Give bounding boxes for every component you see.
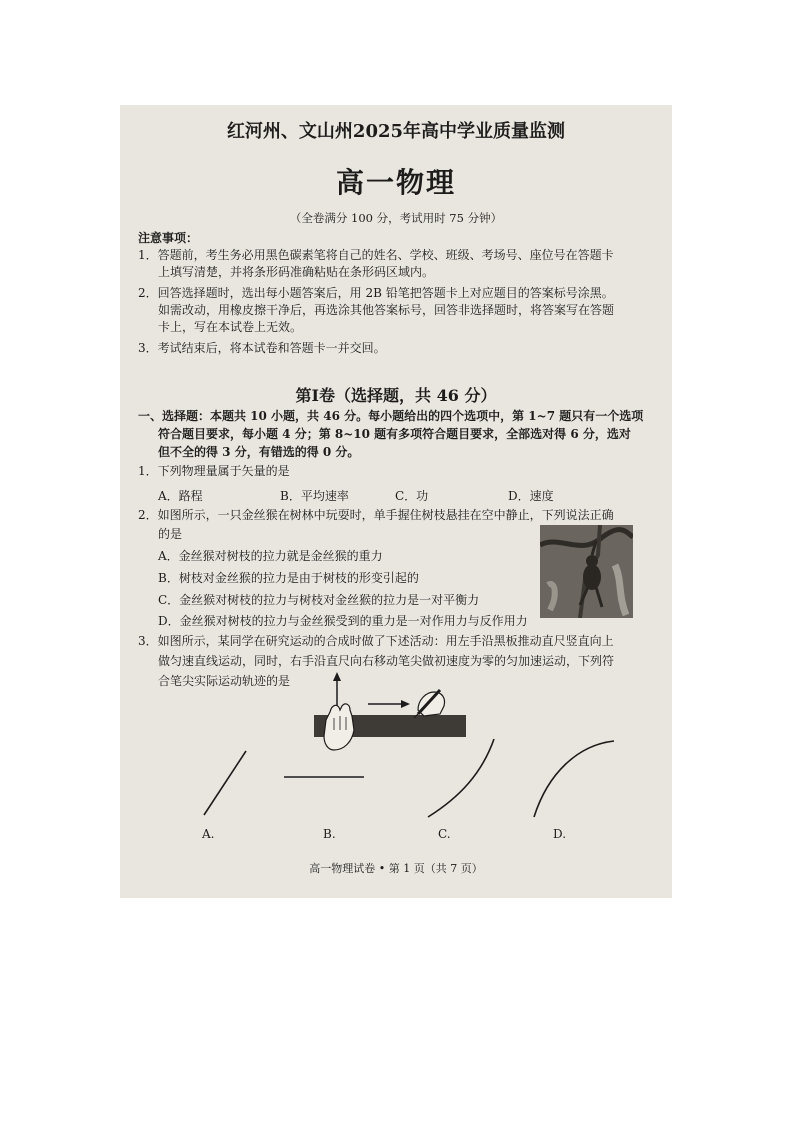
notice-line: 2．回答选择题时，选出每小题答案后，用 2B 铅笔把答题卡上对应题目的答案标号涂黑。 (138, 286, 614, 300)
question-2-option-a: A．金丝猴对树枝的拉力就是金丝猴的重力 (158, 549, 383, 563)
notice-line: 1．答题前，考生务必用黑色碳素笔将自己的姓名、学校、班级、考场号、座位号在答题卡 (138, 248, 614, 262)
question-1-option-c: C．功 (395, 489, 429, 503)
question-2-option-d: D．金丝猴对树枝的拉力与金丝猴受到的重力是一对作用力与反作用力 (158, 614, 528, 628)
notice-line: 3．考试结束后，将本试卷和答题卡一并交回。 (138, 341, 386, 355)
notice-heading: 注意事项： (138, 231, 199, 245)
trajectory-b (280, 765, 370, 785)
question-1-option-b: B．平均速率 (280, 489, 349, 503)
question-2-stem: 2．如图所示，一只金丝猴在树林中玩耍时，单手握住树枝悬挂在空中静止，下列说法正确 (138, 508, 614, 522)
notice-line: 卡上，写在本试卷上无效。 (158, 320, 303, 334)
exam-subtitle: （全卷满分 100 分，考试用时 75 分钟） (289, 211, 503, 225)
notice-line: 如需改动，用橡皮擦干净后，再选涂其他答案标号，回答非选择题时，将答案写在答题 (158, 303, 615, 317)
question-2-stem: 的是 (158, 527, 183, 541)
page-footer: 高一物理试卷 • 第 1 页（共 7 页） (309, 862, 483, 875)
subject-title: 高一物理 (335, 166, 456, 199)
trajectory-c (410, 733, 500, 823)
choice-label-a: A. (202, 827, 215, 841)
golden-monkey-photo (540, 525, 633, 618)
question-3-stem: 3．如图所示，某同学在研究运动的合成时做了下述活动：用左手沿黑板推动直尺竖直向上 (138, 634, 614, 648)
section-instruction: 但不全的得 3 分，有错选的得 0 分。 (158, 445, 360, 459)
choice-label-d: D. (553, 827, 567, 841)
section-instruction: 一、选择题：本题共 10 小题，共 46 分。每小题给出的四个选项中，第 1~7 题只有一个选项 (138, 409, 644, 423)
choice-label-c: C. (438, 827, 451, 841)
trajectory-d (528, 733, 618, 823)
choice-label-b: B. (323, 827, 336, 841)
exam-page (120, 105, 672, 898)
exam-title: 红河州、文山州2025年高中学业质量监测 (226, 121, 566, 142)
question-1-stem: 1．下列物理量属于矢量的是 (138, 464, 290, 478)
question-1-option-a: A．路程 (158, 489, 203, 503)
section-title: 第Ⅰ卷（选择题，共 46 分） (295, 386, 497, 405)
question-1-option-d: D．速度 (508, 489, 554, 503)
question-2-option-b: B．树枝对金丝猴的拉力是由于树枝的形变引起的 (158, 571, 419, 585)
section-instruction: 符合题目要求，每小题 4 分；第 8~10 题有多项符合题目要求，全部选对得 6 分，选对 (158, 427, 631, 441)
question-3-stem: 合笔尖实际运动轨迹的是 (158, 674, 291, 688)
notice-line: 上填写清楚，并将条形码准确粘贴在条形码区域内。 (158, 265, 435, 279)
trajectory-a (190, 745, 250, 825)
question-2-option-c: C．金丝猴对树枝的拉力与树枝对金丝猴的拉力是一对平衡力 (158, 593, 480, 607)
question-3-stem: 做匀速直线运动，同时，右手沿直尺向右移动笔尖做初速度为零的匀加速运动，下列符 (158, 654, 615, 668)
